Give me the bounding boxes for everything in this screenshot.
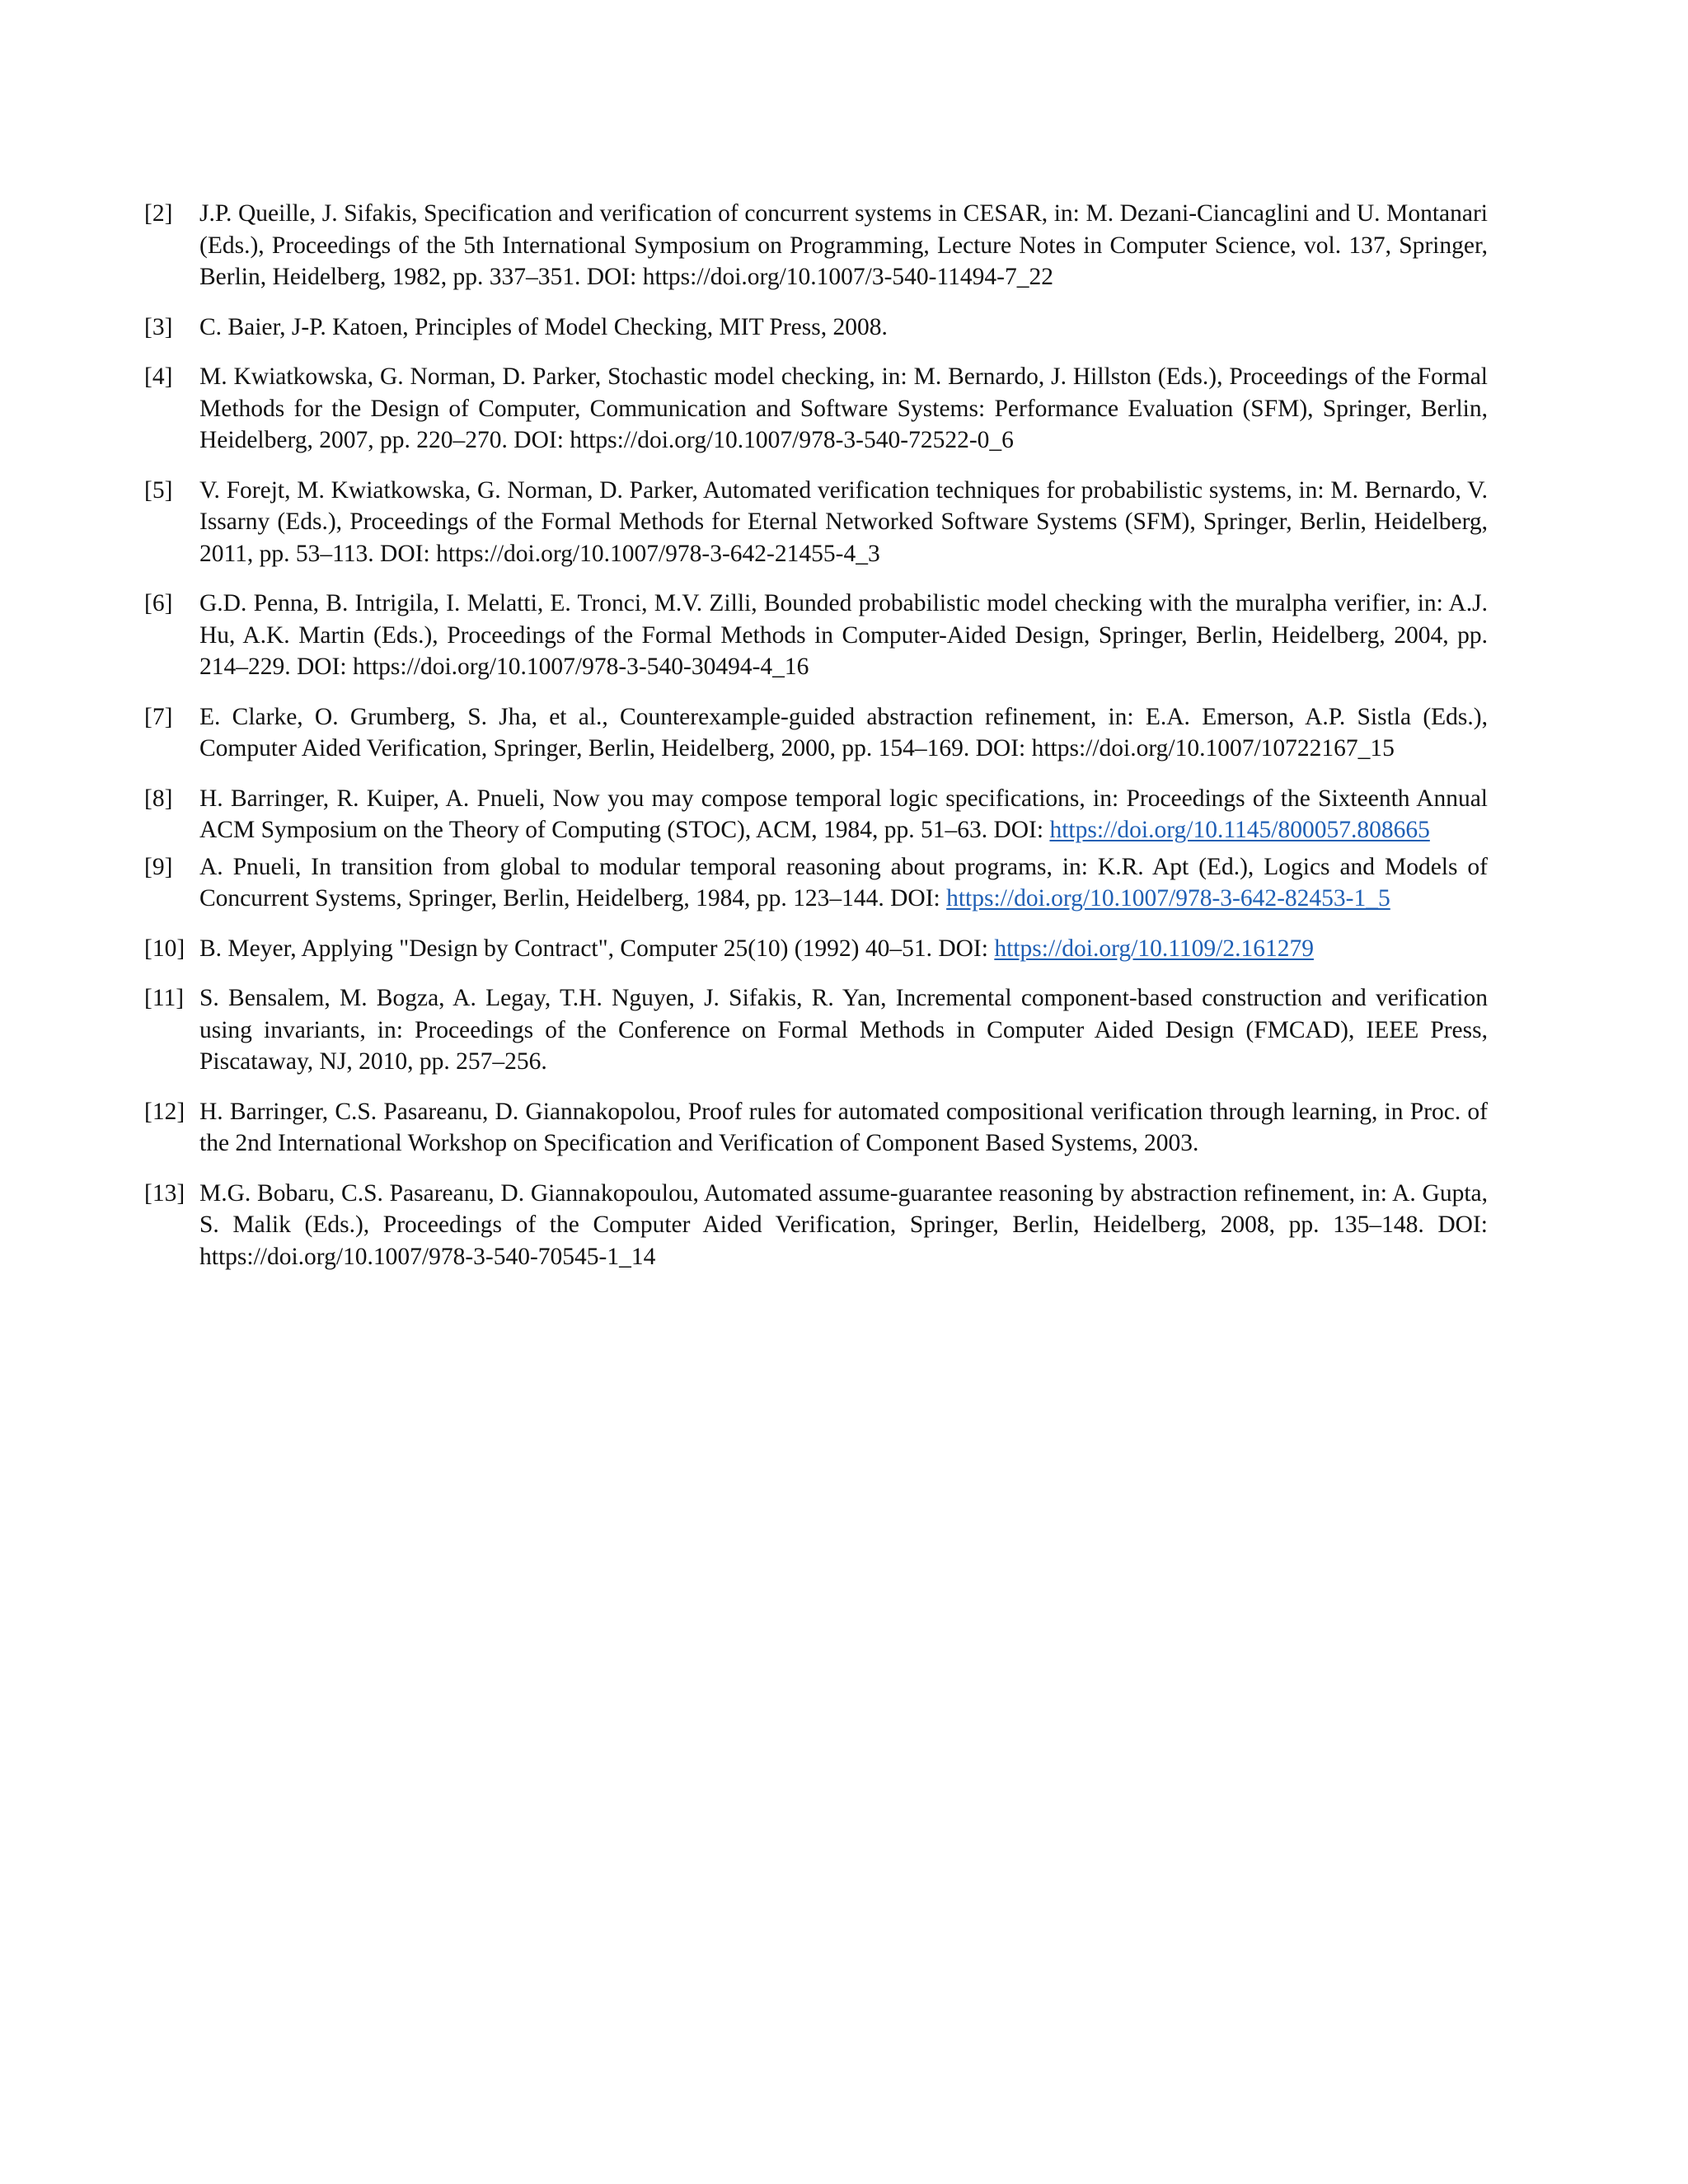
reference-text (199, 588, 1488, 683)
reference-number: [4] (144, 363, 173, 390)
reference-text (199, 1178, 1488, 1273)
reference-item (144, 933, 1488, 965)
reference-citation: H. Barringer, C.S. Pasareanu, D. Giannakopolou, Proof rules for automated compositional verification through learning, in Proc. of the 2nd International Workshop on Specification and Verification of Component Based Systems, 2003. (199, 1098, 1488, 1156)
reference-item (144, 198, 1488, 293)
reference-text (199, 1096, 1488, 1160)
reference-item (144, 1096, 1488, 1160)
reference-item (144, 1178, 1488, 1273)
reference-citation: H. Barringer, R. Kuiper, A. Pnueli, Now you may compose temporal logic specifications, in: Proceedings of the Sixteenth Annual ACM Symposium on the Theory of Computing (STOC), ACM, 1984, pp. 51–63. DOI: (199, 785, 1488, 843)
reference-text (199, 361, 1488, 457)
reference-text (199, 475, 1488, 570)
reference-number: [11] (144, 985, 185, 1011)
reference-number: [3] (144, 313, 173, 340)
reference-citation: J.P. Queille, J. Sifakis, Specification and verification of concurrent systems in CESAR, in: M. Dezani-Ciancaglini and U. Montanari (Eds.), Proceedings of the 5th International Symposium on Programming, Lecture Notes in Computer Science, vol. 137, Springer, Berlin, Heidelberg, 1982, pp. 337–351. DOI: https://doi.org/10.1007/3-540-11494-7_22 (199, 200, 1488, 290)
reference-text (199, 982, 1488, 1078)
reference-number: [12] (144, 1098, 185, 1125)
reference-number: [10] (144, 935, 185, 962)
reference-text (199, 783, 1488, 846)
reference-text (199, 312, 1488, 344)
reference-citation: G.D. Penna, B. Intrigila, I. Melatti, E. Tronci, M.V. Zilli, Bounded probabilistic model checking with the muralpha verifier, in: A.J. Hu, A.K. Martin (Eds.), Proceedings of the Formal Methods in Computer-Aided Design, Springer, Berlin, Heidelberg, 2004, pp. 214–229. DOI: https://doi.org/10.1007/978-3-540-30494-4_16 (199, 590, 1488, 680)
reference-list (144, 198, 1488, 1291)
reference-citation: E. Clarke, O. Grumberg, S. Jha, et al., Counterexample-guided abstraction refinement, in: E.A. Emerson, A.P. Sistla (Eds.), Computer Aided Verification, Springer, Berlin, Heidelberg, 2000, pp. 154–169. DOI: https://doi.org/10.1007/10722167_15 (199, 703, 1488, 762)
doi-link[interactable]: https://doi.org/10.1109/2.161279 (994, 935, 1314, 962)
reference-number: [13] (144, 1179, 185, 1207)
reference-item (144, 851, 1488, 915)
reference-item (144, 982, 1488, 1078)
reference-text (199, 933, 1488, 965)
doi-link[interactable]: https://doi.org/10.1145/800057.808665 (1049, 817, 1430, 843)
reference-number: [8] (144, 785, 173, 812)
reference-number: [9] (144, 853, 173, 880)
reference-citation: V. Forejt, M. Kwiatkowska, G. Norman, D. Parker, Automated verification techniques for probabilistic systems, in: M. Bernardo, V. Issarny (Eds.), Proceedings of the Formal Methods for Eternal Networked Software Systems (SFM), Springer, Berlin, Heidelberg, 2011, pp. 53–113. DOI: https://doi.org/10.1007/978-3-642-21455-4_3 (199, 476, 1488, 567)
reference-item (144, 361, 1488, 457)
reference-citation: B. Meyer, Applying "Design by Contract", Computer 25(10) (1992) 40–51. DOI: (199, 935, 995, 962)
doi-link[interactable]: https://doi.org/10.1007/978-3-642-82453-1_5 (946, 885, 1390, 912)
reference-item (144, 588, 1488, 683)
reference-item (144, 312, 1488, 344)
reference-citation: M.G. Bobaru, C.S. Pasareanu, D. Giannakopoulou, Automated assume-guarantee reasoning by abstraction refinement, in: A. Gupta, S. Malik (Eds.), Proceedings of the Computer Aided Verification, Springer, Berlin, Heidelberg, 2008, pp. 135–148. DOI: https://doi.org/10.1007/978-3-540-70545-1_14 (199, 1179, 1488, 1270)
reference-number: [6] (144, 590, 173, 616)
reference-item (144, 701, 1488, 765)
reference-text (199, 198, 1488, 293)
reference-citation: S. Bensalem, M. Bogza, A. Legay, T.H. Nguyen, J. Sifakis, R. Yan, Incremental component-based construction and verification using invariants, in: Proceedings of the Conference on Formal Methods in Computer Aided Design (FMCAD), IEEE Press, Piscataway, NJ, 2010, pp. 257–256. (199, 985, 1488, 1075)
reference-number: [2] (144, 200, 173, 227)
reference-item (144, 475, 1488, 570)
reference-citation: A. Pnueli, In transition from global to modular temporal reasoning about programs, in: K.R. Apt (Ed.), Logics and Models of Concurrent Systems, Springer, Berlin, Heidelberg, 1984, pp. 123–144. DOI: (199, 853, 1488, 912)
reference-number: [5] (144, 476, 173, 504)
reference-item (144, 783, 1488, 846)
reference-text (199, 701, 1488, 765)
reference-text (199, 851, 1488, 915)
reference-citation: C. Baier, J-P. Katoen, Principles of Model Checking, MIT Press, 2008. (199, 313, 888, 340)
reference-number: [7] (144, 703, 173, 730)
reference-citation: M. Kwiatkowska, G. Norman, D. Parker, Stochastic model checking, in: M. Bernardo, J. Hillston (Eds.), Proceedings of the Formal Methods for the Design of Computer, Communication and Software Systems: Performance Evaluation (SFM), Springer, Berlin, Heidelberg, 2007, pp. 220–270. DOI: https://doi.org/10.1007/978-3-540-72522-0_6 (199, 363, 1488, 453)
